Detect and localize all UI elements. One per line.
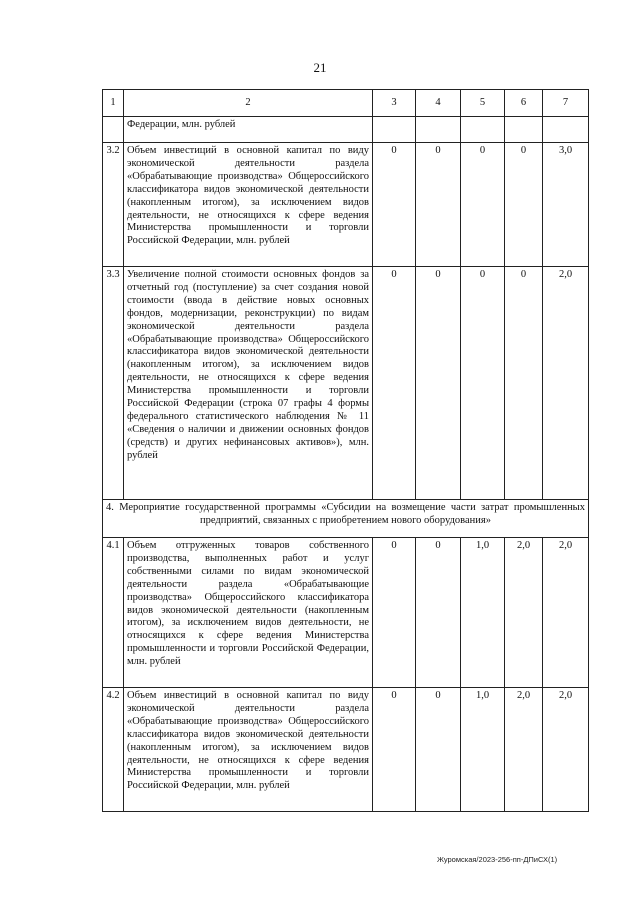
row-value: 0 [505,267,543,500]
column-header: 1 [103,90,124,117]
row-value: 0 [416,538,461,688]
column-header: 3 [373,90,416,117]
indicators-table [102,89,589,812]
table-row [103,688,589,812]
row-description: Объем инвестиций в основной капитал по виду экономической деятельности раздела «Обрабатывающие производства» Общероссийского классификатора видов экономической деятельности (накопленным итогом), за исключением видов деятельности, не относящихся к сфере ведения Министерства промышленности и торговли Российской Федерации, млн. рублей [124,688,373,812]
row-value: 0 [416,688,461,812]
section-title: 4. Мероприятие государственной программы «Субсидии на возмещение части затрат промышленных предприятий, связанных с приобретением нового оборудования» [103,500,589,538]
row-value: 0 [461,143,505,267]
row-value: 2,0 [543,267,589,500]
row-value: 1,0 [461,538,505,688]
section-row [103,500,589,538]
column-header: 7 [543,90,589,117]
row-value: 2,0 [505,688,543,812]
row-number: 4.2 [103,688,124,812]
row-number: 3.2 [103,143,124,267]
table-row [103,267,589,500]
page-number: 21 [313,60,327,75]
column-header: 2 [124,90,373,117]
row-number: 4.1 [103,538,124,688]
column-header: 5 [461,90,505,117]
table-row [103,143,589,267]
row-description: Объем отгруженных товаров собственного производства, выполненных работ и услуг собственными силами по видам экономической деятельности раздела «Обрабатывающие производства» Общероссийского классификатора видов экономической деятельности (накопленным итогом), за исключением видов деятельности, не относящихся к сфере ведения Министерства промышленности и торговли Российской Федерации, млн. рублей [124,538,373,688]
row-description: Объем инвестиций в основной капитал по виду экономической деятельности раздела «Обрабатывающие производства» Общероссийского классификатора видов экономической деятельности (накопленным итогом), за исключением видов деятельности, не относящихся к сфере ведения Министерства промышленности и торговли Российской Федерации, млн. рублей [124,143,373,267]
column-header: 4 [416,90,461,117]
row-value: 3,0 [543,143,589,267]
row-value: 0 [461,267,505,500]
row-value: 0 [416,267,461,500]
row-value: 0 [373,143,416,267]
row-value: 0 [373,538,416,688]
document-footer-code: Журомская/2023-256-пп-ДПиСХ(1) [437,855,558,864]
row-description: Увеличение полной стоимости основных фондов за отчетный год (поступление) за счет создания новой стоимости (ввода в действие новых основных фондов, модернизации, реконструкции) по видам экономической деятельности раздела «Обрабатывающие производства» Общероссийского классификатора видов экономической деятельности (накопленным итогом), за исключением видов деятельности, не относящихся к сфере ведения Министерства промышленности и торговли Российской Федерации (строка 07 графы 4 формы федерального статистического наблюдения № 11 «Сведения о наличии и движении основных фондов (средств) и других нефинансовых активов»), млн. рублей [124,267,373,500]
row-number: 3.3 [103,267,124,500]
row-value: 2,0 [543,688,589,812]
row-value: 2,0 [505,538,543,688]
row-value: 0 [416,143,461,267]
row-value: 1,0 [461,688,505,812]
continuation-row [103,117,589,143]
row-value: 0 [373,688,416,812]
continuation-text: Федерации, млн. рублей [124,117,373,143]
column-header: 6 [505,90,543,117]
row-value: 2,0 [543,538,589,688]
table-row [103,538,589,688]
row-value: 0 [373,267,416,500]
row-value: 0 [505,143,543,267]
header-row [103,90,589,117]
